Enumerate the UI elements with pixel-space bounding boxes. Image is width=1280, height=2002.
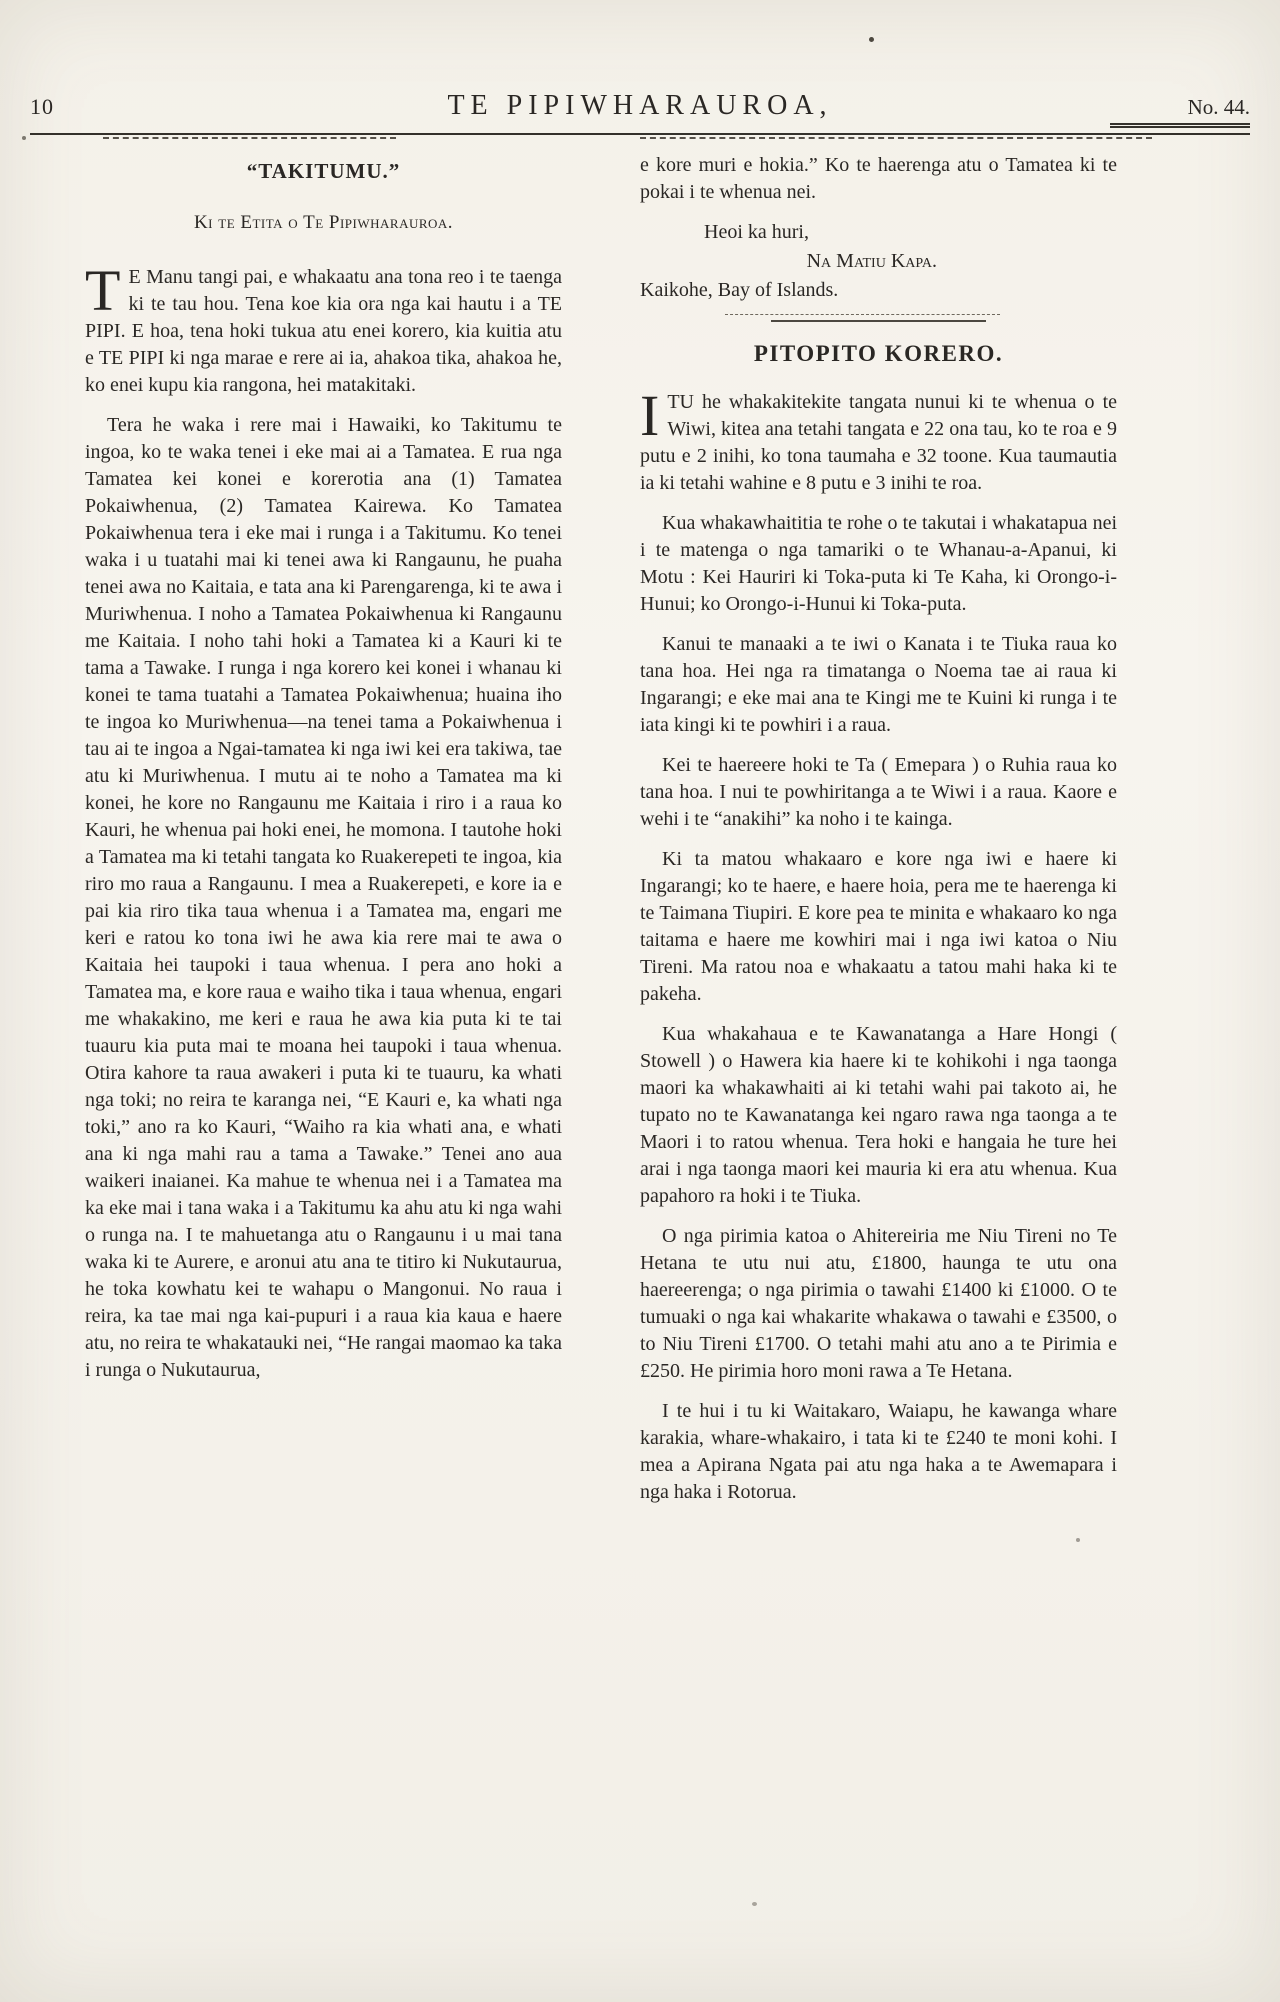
newspaper-title: TE PIPIWHARAUROA, [447, 90, 833, 121]
scan-speck [869, 37, 874, 42]
drop-cap-t: T [85, 258, 121, 323]
page-number: 10 [30, 94, 54, 119]
news-paragraph: Ki ta matou whakaaro e kore nga iwi e haere ki Ingarangi; ko te haere, e haere hoia, pera me te haerenga ki te Taimana Tiupiri. E kore pea te minita e whakaaro ko nga taitama e haere me kowhiri mai i nga iwi katoa o Niu Tireni. Ma ratou noa e whakaatu a tatou mahi haka ki te pakeha. [640, 848, 1117, 1005]
opening-paragraph [85, 258, 562, 399]
signature-place: Kaikohe, Bay of Islands. [640, 279, 839, 301]
story-paragraph: Tera he waka i rere mai i Hawaiki, ko Takitumu te ingoa, ko te waka tenei i eke mai ai a Tamatea. E rua nga Tamatea kei konei e korerotia ana (1) Tamatea Pokaiwhenua, (2) Tamatea Kairewa. Ko Tamatea Pokaiwhenua tera i eke mai i runga i a Takitumu. Ko tenei waka i u tuatahi mai ki tenei awa ki Rangaunu, he puaha tenei awa no Kaitaia, e tata ana ki Parengarenga, ki te awa i Muriwhenua. I noho a Tamatea Pokaiwhenua ki Rangaunu me Kaitaia. I noho tahi hoki a Tamatea ki a Kauri ki te tama a Tawake. I runga i nga korero kei konei i whanau ki konei te tama tuatahi a Tamatea Pokaiwhenua; huaina iho te ingoa ko Muriwhenua—na tenei tama a Pokaiwhenua i tau ai te ingoa a Ngai-tamatea ki nga iwi kei era takiwa, tae atu ki Muriwhenua. I mutu ai te noho a Tamatea ma ki konei, he kore no Rangaunu me Kaitaia i riro i a raua ko Kauri, he whenua pai hoki enei, he momona. I tautohe hoki a Tamatea ma ki tetahi tangata ko Ruakerepeti te ingoa, kia riro mo raua a Rangaunu. I mea a Ruakerepeti, e kore ia e pai kia riro tika taua whenua i a Tamatea ma, engari me keri e ratou ko tona iwi he awa kia rere mai te awa o Kaitaia hei taupoki i taua whenua. I pera ano hoki a Tamatea ma, e kore raua e waiho tika i taua whenua, engari me whakakino, me keri e raua he awa kia puta ki te tai tuauru kia puta mai te moana hei taupoki i taua whenua. Otira kahore ta raua awakeri i puta ki te tuauru, ka whati nga toki; no reira te karanga nei, “E Kauri e, ka whati nga toki,” ano ra ko Kauri, “Waiho ra kia whati ana, e whati ana ki nga mahi rau a tama a Tawake.” Tenei ano aua waikeri inaianei. Ka mahue te whenua nei i a Tamatea ma ka eke mai i tana waka i a Takitumu ka ahu atu ki nga wahi o runga na. I te mahuetanga atu o Rangaunu i u mai tana waka ki te Aurere, e aronui atu ana te titiro ki Nukutaurua, he toka kowhatu kei te wahapu o Mangonui. No raua i reira, ka tae mai nga kai-pupuri i a raua kia kaua e haere atu, no reira te whakatauki nei, “He rangai maomao ka taka i runga o Nukutaurua, [85, 414, 562, 1381]
news-paragraph: I te hui i tu ki Waitakaro, Waiapu, he kawanga whare karakia, whare-whakairo, i tata ki te £240 te moni kohi. I mea a Apirana Ngata pai atu nga haka a te Awemapara i nga haka i Rotorua. [640, 1400, 1117, 1503]
news-opening-text: TU he whakakitekite tangata nunui ki te whenua o te Wiwi, kitea ana tetahi tangata e 22 ona tau, ko te roa e 9 putu e 2 inihi, ko tona taumaha e 32 toone. Kua taumautia ia ki tetahi wahine e 8 putu e 3 inihi te roa. [640, 391, 1117, 494]
salutation-line: Ki te Etita o Te Pipiwharauroa. [193, 212, 454, 233]
page-columns [85, 152, 1117, 1519]
masthead-rule [30, 133, 1250, 135]
right-column [640, 152, 1117, 1519]
masthead-rule-dash-right [640, 137, 1152, 139]
article-title: “TAKITUMU.” [246, 159, 401, 183]
news-paragraph: Kanui te manaaki a te iwi o Kanata i te Tiuka raua ko tana hoa. Hei nga ra timatanga o Noema tae ai raua ki Ingarangi; e eke mai ana te Kingi me te Kuini ki runga i te iata kingi ki te powhiri i a raua. [640, 633, 1117, 736]
news-paragraph: Kua whakahaua e te Kawanatanga a Hare Hongi ( Stowell ) o Hawera kia haere ki te kohikohi i nga taonga maori ka whakawhaiti ai ki tetahi wahi pai takoto ai, he tupato no te Kawanatanga kei ngaro rawa nga taonga a te Maori i to ratou whenua. Tera hoki e hangaia he ture hei arai i nga taonga maori kei mauria ki era atu whenua. Kua papahoro ra hoki i te Tiuka. [640, 1023, 1117, 1207]
scan-speck [1076, 1538, 1080, 1542]
continuation-paragraph: e kore muri e hokia.” Ko te haerenga atu o Tamatea ki te pokai i te whenua nei. [640, 154, 1117, 203]
opening-paragraph-text: E Manu tangi pai, e whakaatu ana tona reo i te taenga ki te tau hou. Tena koe kia ora nga kai hautu i a TE PIPI. E hoa, tena hoki tukua atu enei korero, kia kuitia atu e TE PIPI ki nga marae e rere ai ia, ahakoa tika, ahakoa he, ko enei kupu kia rangona, hei matakitaki. [85, 266, 562, 396]
section-divider-rule [771, 320, 986, 322]
news-paragraph: O nga pirimia katoa o Ahitereiria me Niu Tireni no Te Hetana te utu nui atu, £1800, haunga te utu ona haereerenga; o nga pirimia o tawahi £1400 ki £1000. O te tumuaki o nga kai whakarite whakawa o tawahi e £3500, o to Niu Tireni £1700. O tetahi mahi atu ano a te Pirimia e £250. He pirimia horo moni rawa a Te Hetana. [640, 1225, 1117, 1382]
news-paragraph: Kei te haereere hoki te Ta ( Emepara ) o Ruhia raua ko tana hoa. I nui te powhiritanga a te Wiwi i a raua. Kaore e wehi i te “anakihi” ka noho i te kainga. [640, 754, 1117, 830]
masthead [30, 90, 1250, 128]
signature-line: Na Matiu Kapa. [806, 250, 937, 272]
closing-line: Heoi ka huri, [704, 221, 809, 243]
news-paragraph [640, 383, 1117, 497]
section-title: PITOPITO KORERO. [753, 341, 1004, 366]
left-column [85, 152, 562, 1519]
drop-cap-i: I [640, 383, 660, 448]
news-paragraph: Kua whakawhaititia te rohe o te takutai i whakatapua nei i te matenga o nga tamariki o te Whanau-a-Apanui, ki Motu : Kei Hauriri ki Toka-puta ki Te Kaha, ki Orongo-i-Hunui; ko Orongo-i-Hunui ki Toka-puta. [640, 512, 1117, 615]
issue-number: No. 44. [1110, 95, 1250, 128]
masthead-rule-dash-left [103, 137, 396, 139]
scan-speck [22, 136, 26, 140]
scan-speck [752, 1902, 757, 1906]
